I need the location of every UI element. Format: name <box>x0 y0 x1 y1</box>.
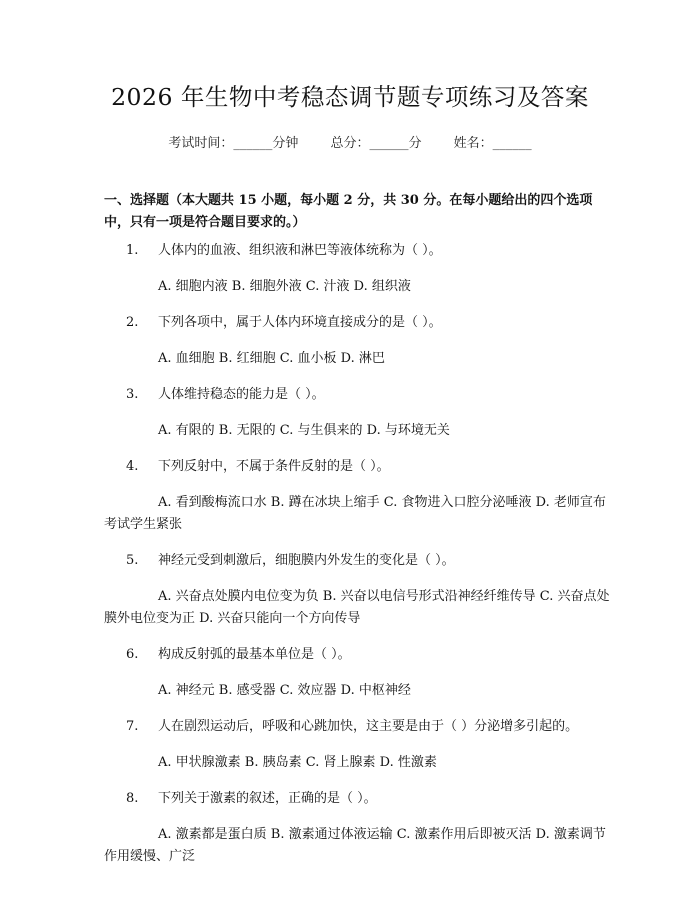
page-title: 2026 年生物中考稳态调节题专项练习及答案 <box>111 83 589 111</box>
question-text: 构成反射弧的最基本单位是（ ）。 <box>158 647 351 662</box>
question <box>104 384 610 406</box>
question-text: 下列关于激素的叙述，正确的是（ ）。 <box>158 791 377 806</box>
question-options: A. 兴奋点处膜内电位变为负 B. 兴奋以电信号形式沿神经纤维传导 C. 兴奋点处膜外电位变为正 D. 兴奋只能向一个方向传导 <box>104 589 610 626</box>
question-options: A. 有限的 B. 无限的 C. 与生俱来的 D. 与环境无关 <box>158 423 450 438</box>
question-options: A. 血细胞 B. 红细胞 C. 血小板 D. 淋巴 <box>158 351 385 366</box>
question-number: 7. <box>126 719 139 734</box>
question <box>104 788 610 810</box>
exam-info <box>0 132 700 151</box>
question <box>104 456 610 478</box>
question-options: A. 看到酸梅流口水 B. 蹲在冰块上缩手 C. 食物进入口腔分泌唾液 D. 老师宣布考试学生紧张 <box>104 495 606 532</box>
question-options: A. 激素都是蛋白质 B. 激素通过体液运输 C. 激素作用后即被灭活 D. 激素调节作用缓慢、广泛 <box>104 827 606 864</box>
question-number: 5. <box>126 553 139 568</box>
total-score <box>330 136 421 151</box>
time-blank: ______ <box>233 136 273 151</box>
question-number: 4. <box>126 459 139 474</box>
question-text: 下列反射中，不属于条件反射的是（ ）。 <box>158 459 390 474</box>
score-label: 总分： <box>330 136 370 151</box>
student-name <box>454 136 532 151</box>
score-blank: ______ <box>369 136 409 151</box>
question <box>104 716 610 738</box>
question-number: 6. <box>126 647 139 662</box>
question <box>104 644 610 666</box>
time-label: 考试时间： <box>168 136 234 151</box>
question-number: 3. <box>126 387 139 402</box>
question-text: 下列各项中，属于人体内环境直接成分的是（ ）。 <box>158 315 442 330</box>
exam-time <box>168 136 298 151</box>
question-number: 8. <box>126 791 139 806</box>
question-options: A. 神经元 B. 感受器 C. 效应器 D. 中枢神经 <box>158 683 411 698</box>
question <box>104 550 610 572</box>
question-text: 人在剧烈运动后，呼吸和心跳加快，这主要是由于（ ）分泌增多引起的。 <box>158 719 579 734</box>
question <box>104 312 610 334</box>
question-number: 1. <box>126 243 139 258</box>
question-number: 2. <box>126 315 139 330</box>
name-label: 姓名： <box>453 136 493 151</box>
question-text: 人体维持稳态的能力是（ ）。 <box>158 387 325 402</box>
question <box>104 240 610 262</box>
question-options: A. 细胞内液 B. 细胞外液 C. 汁液 D. 组织液 <box>158 279 411 294</box>
time-unit: 分钟 <box>272 136 299 151</box>
score-unit: 分 <box>408 136 422 151</box>
section-heading: 一、选择题（本大题共 15 小题，每小题 2 分，共 30 分。在每小题给出的四个选项中，只有一项是符合题目要求的。） <box>104 193 593 230</box>
question-options: A. 甲状腺激素 B. 胰岛素 C. 肾上腺素 D. 性激素 <box>158 755 437 770</box>
name-blank: ______ <box>492 136 532 151</box>
question-list <box>104 240 610 882</box>
question-text: 人体内的血液、组织液和淋巴等液体统称为（ ）。 <box>158 243 442 258</box>
question-text: 神经元受到刺激后，细胞膜内外发生的变化是（ ）。 <box>158 553 455 568</box>
